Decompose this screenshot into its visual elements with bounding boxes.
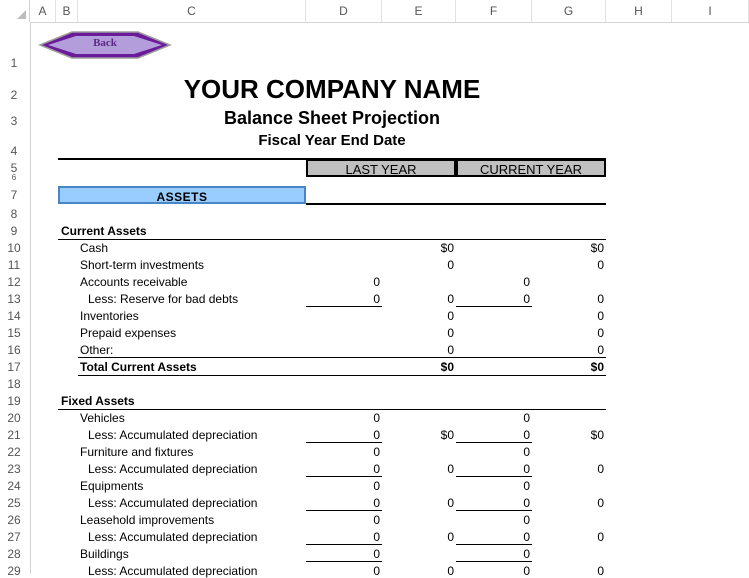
prepaid-label: Prepaid expenses	[80, 326, 177, 340]
leasehold-last-year[interactable]: 0	[373, 513, 380, 527]
company-name: YOUR COMPANY NAME	[183, 74, 481, 104]
cash-label: Cash	[80, 241, 109, 255]
leasehold-dep-g[interactable]: 0	[597, 530, 604, 544]
row-header[interactable]: 16	[7, 343, 21, 357]
equipments-dep-g[interactable]: 0	[597, 496, 604, 510]
column-header-a[interactable]: A	[30, 0, 56, 22]
vehicles-dep-label: Less: Accumulated depreciation	[88, 428, 258, 442]
underline	[306, 510, 382, 511]
prepaid-current-year[interactable]: 0	[597, 326, 604, 340]
row-header[interactable]: 26	[7, 513, 21, 527]
furniture-label: Furniture and fixtures	[80, 445, 194, 459]
underline	[456, 476, 532, 477]
furniture-dep-f[interactable]: 0	[523, 462, 530, 476]
leasehold-current-year[interactable]: 0	[523, 513, 530, 527]
furniture-dep-e[interactable]: 0	[447, 462, 454, 476]
row-header[interactable]: 29	[7, 564, 21, 578]
inventories-current-year[interactable]: 0	[597, 309, 604, 323]
equipments-label: Equipments	[80, 479, 144, 493]
column-header-g[interactable]: G	[532, 0, 606, 22]
leasehold-dep-label: Less: Accumulated depreciation	[88, 530, 258, 544]
vehicles-dep-g[interactable]: $0	[590, 428, 604, 442]
row-header[interactable]: 9	[10, 224, 18, 238]
current-assets-heading: Current Assets	[61, 224, 147, 238]
furniture-dep-label: Less: Accumulated depreciation	[88, 462, 258, 476]
column-header-i[interactable]: I	[672, 0, 749, 22]
fixed-assets-heading: Fixed Assets	[61, 394, 135, 408]
row-header[interactable]: 12	[7, 275, 21, 289]
underline	[306, 442, 382, 443]
row-header[interactable]: 27	[7, 530, 21, 544]
equipments-dep-f[interactable]: 0	[523, 496, 530, 510]
row-header[interactable]: 14	[7, 309, 21, 323]
column-header-d[interactable]: D	[306, 0, 382, 22]
ar-label: Accounts receivable	[80, 275, 188, 289]
row-header[interactable]: 2	[10, 88, 18, 102]
reserve-last-year-d[interactable]: 0	[373, 292, 380, 306]
buildings-label: Buildings	[80, 547, 129, 561]
row-header[interactable]: 4	[10, 144, 18, 158]
leasehold-label: Leasehold improvements	[80, 513, 215, 527]
short-term-last-year[interactable]: 0	[447, 258, 454, 272]
column-header-c[interactable]: C	[78, 0, 306, 22]
last-year-header: LAST YEAR	[306, 159, 456, 177]
short-term-label: Short-term investments	[80, 258, 205, 272]
leasehold-dep-e[interactable]: 0	[447, 530, 454, 544]
inventories-label: Inventories	[80, 309, 139, 323]
underline	[306, 476, 382, 477]
equipments-dep-d[interactable]: 0	[373, 496, 380, 510]
row-header[interactable]: 5	[10, 161, 18, 175]
buildings-dep-label: Less: Accumulated depreciation	[88, 564, 258, 578]
column-header-bar	[0, 0, 749, 23]
underline	[306, 306, 382, 307]
assets-header: ASSETS	[58, 186, 306, 204]
vehicles-dep-d[interactable]: 0	[373, 428, 380, 442]
column-header-e[interactable]: E	[382, 0, 456, 22]
assets-rule	[306, 203, 606, 205]
other-last-year[interactable]: 0	[447, 343, 454, 357]
column-header-f[interactable]: F	[456, 0, 532, 22]
vehicles-dep-e[interactable]: $0	[440, 428, 454, 442]
underline	[456, 510, 532, 511]
cash-current-year[interactable]: $0	[590, 241, 604, 255]
row-header[interactable]: 19	[7, 394, 21, 408]
reserve-label: Less: Reserve for bad debts	[88, 292, 239, 306]
report-subtitle: Fiscal Year End Date	[258, 132, 406, 149]
cash-last-year[interactable]: $0	[440, 241, 454, 255]
underline	[456, 561, 532, 562]
current-year-header: CURRENT YEAR	[456, 159, 606, 177]
reserve-current-year-f[interactable]: 0	[523, 292, 530, 306]
row-header[interactable]: 17	[7, 360, 21, 374]
furniture-dep-g[interactable]: 0	[597, 462, 604, 476]
reserve-current-year-g[interactable]: 0	[597, 292, 604, 306]
current-assets-rule	[58, 239, 606, 240]
other-current-year[interactable]: 0	[597, 343, 604, 357]
underline	[456, 306, 532, 307]
furniture-dep-d[interactable]: 0	[373, 462, 380, 476]
equipments-dep-e[interactable]: 0	[447, 496, 454, 510]
row-header[interactable]: 10	[7, 241, 21, 255]
back-button-label: Back	[93, 37, 117, 49]
underline	[306, 544, 382, 545]
vehicles-current-year[interactable]: 0	[523, 411, 530, 425]
underline	[456, 544, 532, 545]
total-current-assets-current-year[interactable]: $0	[590, 360, 604, 374]
ar-last-year[interactable]: 0	[373, 275, 380, 289]
total-bottom-rule	[78, 375, 606, 376]
equipments-current-year[interactable]: 0	[523, 479, 530, 493]
row-header[interactable]: 3	[10, 114, 18, 128]
row-header[interactable]: 6	[11, 174, 17, 180]
buildings-dep-f[interactable]: 0	[523, 564, 530, 578]
back-button[interactable]	[38, 30, 172, 60]
furniture-last-year[interactable]: 0	[373, 445, 380, 459]
row-header[interactable]: 25	[7, 496, 21, 510]
leasehold-dep-d[interactable]: 0	[373, 530, 380, 544]
buildings-dep-g[interactable]: 0	[597, 564, 604, 578]
row-header[interactable]: 18	[7, 377, 21, 391]
fixed-assets-rule	[58, 409, 606, 410]
buildings-current-year[interactable]: 0	[523, 547, 530, 561]
row-header[interactable]: 28	[7, 547, 21, 561]
row-header[interactable]: 23	[7, 462, 21, 476]
inventories-last-year[interactable]: 0	[447, 309, 454, 323]
vehicles-last-year[interactable]: 0	[373, 411, 380, 425]
underline	[456, 442, 532, 443]
row-header[interactable]: 24	[7, 479, 21, 493]
total-top-rule	[78, 357, 606, 358]
vehicles-label: Vehicles	[80, 411, 125, 425]
row-header[interactable]: 11	[7, 258, 21, 272]
leasehold-dep-f[interactable]: 0	[523, 530, 530, 544]
prepaid-last-year[interactable]: 0	[447, 326, 454, 340]
short-term-current-year[interactable]: 0	[597, 258, 604, 272]
row-header[interactable]: 8	[10, 207, 18, 221]
row-header[interactable]: 22	[7, 445, 21, 459]
row-header[interactable]: 21	[7, 428, 21, 442]
underline	[306, 561, 382, 562]
column-header-h[interactable]: H	[606, 0, 672, 22]
equipments-dep-label: Less: Accumulated depreciation	[88, 496, 258, 510]
row-header[interactable]: 7	[10, 188, 18, 202]
buildings-dep-d[interactable]: 0	[373, 564, 380, 578]
row-header[interactable]: 15	[7, 326, 21, 340]
total-current-assets-last-year[interactable]: $0	[440, 360, 454, 374]
ar-current-year[interactable]: 0	[523, 275, 530, 289]
other-label: Other:	[80, 343, 114, 357]
buildings-dep-e[interactable]: 0	[447, 564, 454, 578]
report-title: Balance Sheet Projection	[223, 108, 441, 128]
furniture-current-year[interactable]: 0	[523, 445, 530, 459]
row-header[interactable]: 20	[7, 411, 21, 425]
row-header[interactable]: 1	[10, 56, 18, 70]
total-current-assets-label: Total Current Assets	[80, 360, 197, 374]
reserve-last-year-e[interactable]: 0	[447, 292, 454, 306]
column-header-b[interactable]: B	[56, 0, 78, 22]
vehicles-dep-f[interactable]: 0	[523, 428, 530, 442]
equipments-last-year[interactable]: 0	[373, 479, 380, 493]
buildings-last-year[interactable]: 0	[373, 547, 380, 561]
row-header[interactable]: 13	[7, 292, 21, 306]
row-header-bar	[0, 22, 31, 578]
select-all-corner[interactable]	[0, 0, 30, 22]
